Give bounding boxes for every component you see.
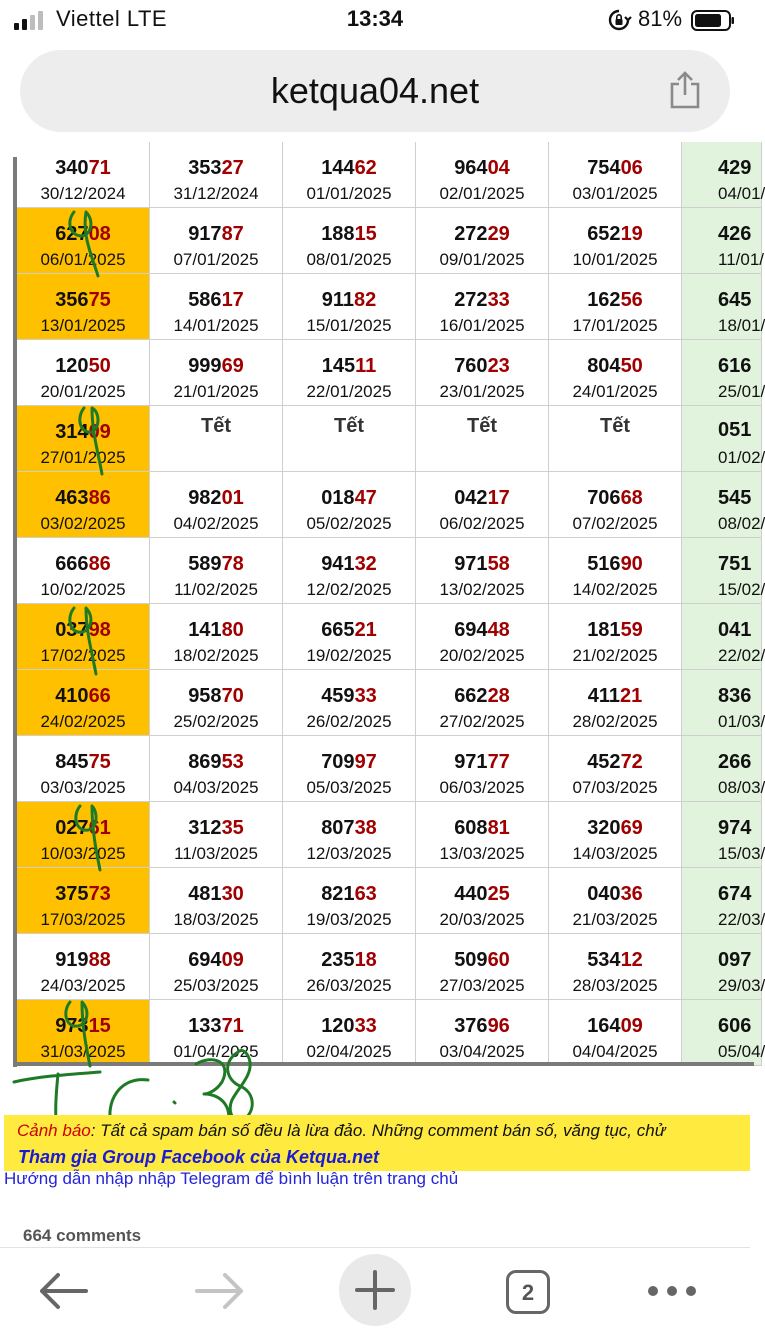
result-date: 14/01/2025	[173, 316, 259, 335]
result-date: 20/03/2025	[439, 910, 525, 929]
result-date: 04/03/2025	[173, 778, 259, 797]
result-cell	[416, 934, 549, 1000]
result-cell	[17, 802, 150, 868]
result-date: 06/01/2025	[40, 250, 126, 269]
result-date: 27/03/2025	[439, 976, 525, 995]
result-cell	[150, 670, 283, 736]
result-date: 05/04/	[718, 1042, 765, 1061]
result-cell	[150, 142, 283, 208]
result-date: 29/03/	[718, 976, 765, 995]
result-number: 65219	[587, 223, 643, 245]
result-date: 25/02/2025	[173, 712, 259, 731]
result-date: 14/03/2025	[572, 844, 658, 863]
result-cell	[283, 538, 416, 604]
result-number: 16256	[587, 289, 643, 311]
result-date: 02/01/2025	[439, 184, 525, 203]
back-arrow-icon	[28, 1248, 98, 1334]
result-cell	[17, 274, 150, 340]
result-number: 616	[718, 355, 752, 377]
result-date: 13/01/2025	[40, 316, 126, 335]
result-date: 11/01/	[718, 250, 765, 269]
result-number: 98201	[188, 487, 244, 509]
result-cell	[17, 472, 150, 538]
result-cell	[682, 868, 765, 934]
result-cell	[17, 340, 150, 406]
result-number: 70668	[587, 487, 643, 509]
result-cell	[283, 208, 416, 274]
result-date: 28/02/2025	[572, 712, 658, 731]
result-cell	[283, 670, 416, 736]
holiday-label: Tết	[334, 415, 364, 437]
result-number: 836	[718, 685, 752, 707]
result-number: 051	[718, 419, 752, 441]
result-date: 15/02/	[718, 580, 765, 599]
result-date: 11/03/2025	[174, 844, 258, 863]
result-date: 08/03/	[718, 778, 765, 797]
result-number: 41066	[55, 685, 111, 707]
result-number: 53412	[587, 949, 643, 971]
result-number: 97315	[55, 1015, 111, 1037]
result-date: 08/02/	[718, 514, 765, 533]
result-date: 10/01/2025	[572, 250, 658, 269]
warning-text	[17, 1121, 665, 1141]
result-cell	[682, 670, 765, 736]
tabs-icon: 2	[506, 1270, 550, 1314]
result-cell	[549, 274, 682, 340]
result-date: 03/03/2025	[40, 778, 126, 797]
result-date: 17/01/2025	[572, 316, 658, 335]
result-date: 28/03/2025	[572, 976, 658, 995]
result-cell	[17, 604, 150, 670]
result-date: 01/04/2025	[173, 1042, 259, 1061]
result-date: 02/04/2025	[306, 1042, 392, 1061]
result-number: 80738	[321, 817, 377, 839]
result-cell	[682, 802, 765, 868]
more-icon	[640, 1248, 710, 1334]
result-number: 44025	[454, 883, 510, 905]
result-date: 05/03/2025	[306, 778, 392, 797]
result-number: 69409	[188, 949, 244, 971]
result-cell	[416, 208, 549, 274]
result-date: 23/01/2025	[439, 382, 525, 401]
result-number: 91787	[188, 223, 244, 245]
result-cell	[150, 736, 283, 802]
result-cell	[150, 406, 283, 472]
result-number: 645	[718, 289, 752, 311]
result-date: 04/02/2025	[173, 514, 259, 533]
result-date: 10/03/2025	[40, 844, 126, 863]
result-date: 13/03/2025	[439, 844, 525, 863]
result-number: 097	[718, 949, 752, 971]
forward-arrow-icon	[185, 1248, 255, 1334]
result-number: 27233	[454, 289, 510, 311]
result-number: 04217	[454, 487, 510, 509]
result-cell	[283, 868, 416, 934]
result-number: 51690	[587, 553, 643, 575]
result-cell	[549, 802, 682, 868]
result-number: 32069	[587, 817, 643, 839]
result-date: 25/03/2025	[173, 976, 259, 995]
result-cell	[682, 472, 765, 538]
warning-message: : Tất cả spam bán số đều là lừa đảo. Những comment bán số, văng tục, chử	[90, 1121, 666, 1140]
result-cell	[283, 604, 416, 670]
result-number: 60881	[454, 817, 510, 839]
result-cell	[549, 208, 682, 274]
result-number: 02761	[55, 817, 111, 839]
result-number: 97177	[454, 751, 510, 773]
result-number: 70997	[321, 751, 377, 773]
result-number: 58617	[188, 289, 244, 311]
result-number: 18159	[587, 619, 643, 641]
result-number: 426	[718, 223, 752, 245]
result-cell	[416, 604, 549, 670]
result-date: 20/01/2025	[40, 382, 126, 401]
result-date: 14/02/2025	[572, 580, 658, 599]
result-number: 96404	[454, 157, 510, 179]
result-date: 05/02/2025	[306, 514, 392, 533]
result-number: 12033	[321, 1015, 377, 1037]
result-cell	[150, 274, 283, 340]
result-cell	[416, 340, 549, 406]
result-cell	[283, 802, 416, 868]
result-date: 19/02/2025	[306, 646, 392, 665]
result-cell	[17, 670, 150, 736]
result-number: 429	[718, 157, 752, 179]
result-date: 06/02/2025	[439, 514, 525, 533]
result-date: 07/03/2025	[572, 778, 658, 797]
comments-count[interactable]: 664 comments	[23, 1226, 142, 1245]
result-date: 21/01/2025	[173, 382, 259, 401]
result-date: 18/01/	[718, 316, 765, 335]
result-number: 35327	[188, 157, 244, 179]
browser-toolbar	[0, 1247, 750, 1334]
result-number: 37696	[454, 1015, 510, 1037]
result-cell	[150, 604, 283, 670]
result-date: 25/01/	[718, 382, 765, 401]
result-number: 674	[718, 883, 752, 905]
result-number: 97158	[454, 553, 510, 575]
result-cell	[549, 406, 682, 472]
result-date: 24/01/2025	[572, 382, 658, 401]
result-number: 04036	[587, 883, 643, 905]
result-cell	[416, 538, 549, 604]
result-number: 58978	[188, 553, 244, 575]
result-date: 07/02/2025	[572, 514, 658, 533]
result-cell	[283, 340, 416, 406]
forward-button[interactable]	[185, 1248, 255, 1334]
holiday-label: Tết	[600, 415, 630, 437]
result-cell	[17, 1000, 150, 1066]
result-cell	[17, 208, 150, 274]
result-date: 24/02/2025	[40, 712, 126, 731]
result-cell	[549, 604, 682, 670]
result-cell	[549, 934, 682, 1000]
result-cell	[283, 274, 416, 340]
result-cell	[150, 538, 283, 604]
result-number: 45933	[321, 685, 377, 707]
result-number: 12050	[55, 355, 111, 377]
result-number: 48130	[188, 883, 244, 905]
result-date: 26/03/2025	[306, 976, 392, 995]
result-date: 06/03/2025	[439, 778, 525, 797]
tabs-button[interactable]	[496, 1248, 566, 1334]
status-time: 13:34	[346, 6, 404, 31]
result-date: 21/02/2025	[572, 646, 658, 665]
result-cell	[150, 868, 283, 934]
result-cell	[682, 274, 765, 340]
result-number: 91182	[321, 289, 377, 311]
result-cell	[416, 142, 549, 208]
result-cell	[150, 934, 283, 1000]
result-date: 01/03/	[718, 712, 765, 731]
result-date: 16/01/2025	[439, 316, 525, 335]
result-date: 17/03/2025	[40, 910, 126, 929]
result-number: 14180	[188, 619, 244, 641]
result-date: 01/01/2025	[306, 184, 392, 203]
result-number: 45272	[587, 751, 643, 773]
result-cell	[283, 1000, 416, 1066]
result-number: 50960	[454, 949, 510, 971]
result-number: 974	[718, 817, 752, 839]
result-date: 31/03/2025	[40, 1042, 126, 1061]
result-number: 606	[718, 1015, 752, 1037]
result-cell	[549, 868, 682, 934]
back-button[interactable]	[28, 1248, 98, 1334]
result-number: 16409	[587, 1015, 643, 1037]
result-date: 18/03/2025	[173, 910, 259, 929]
result-number: 545	[718, 487, 752, 509]
result-cell	[416, 274, 549, 340]
result-cell	[682, 142, 765, 208]
result-number: 751	[718, 553, 752, 575]
status-bar	[0, 0, 750, 42]
result-number: 01847	[321, 487, 377, 509]
result-cell	[549, 670, 682, 736]
result-cell	[682, 934, 765, 1000]
result-number: 266	[718, 751, 752, 773]
result-cell	[17, 736, 150, 802]
result-date: 22/01/2025	[306, 382, 392, 401]
result-cell	[17, 142, 150, 208]
result-cell	[416, 406, 549, 472]
result-cell	[17, 868, 150, 934]
new-tab-button[interactable]	[339, 1248, 411, 1334]
result-number: 66686	[55, 553, 111, 575]
result-cell	[682, 538, 765, 604]
result-cell	[682, 406, 765, 472]
rotation-lock-icon	[608, 9, 630, 31]
result-cell	[549, 1000, 682, 1066]
result-cell	[150, 340, 283, 406]
result-date: 30/12/2024	[40, 184, 126, 203]
result-date: 03/04/2025	[439, 1042, 525, 1061]
result-date: 04/01/	[718, 184, 765, 203]
result-number: 91988	[55, 949, 111, 971]
result-date: 22/02/	[718, 646, 765, 665]
result-cell	[682, 208, 765, 274]
result-number: 66228	[454, 685, 510, 707]
carrier-label: Viettel LTE	[56, 6, 168, 31]
result-cell	[283, 736, 416, 802]
result-date: 19/03/2025	[306, 910, 392, 929]
result-date: 27/02/2025	[439, 712, 525, 731]
result-number: 94132	[321, 553, 377, 575]
result-cell	[682, 1000, 765, 1066]
result-number: 34071	[55, 157, 111, 179]
result-number: 18815	[321, 223, 377, 245]
result-number: 14462	[321, 157, 377, 179]
holiday-label: Tết	[467, 415, 497, 437]
facebook-group-link[interactable]: Tham gia Group Facebook của Ketqua.net	[18, 1147, 380, 1167]
result-date: 03/02/2025	[40, 514, 126, 533]
result-cell	[416, 736, 549, 802]
result-date: 04/04/2025	[572, 1042, 658, 1061]
result-number: 82163	[321, 883, 377, 905]
result-cell	[283, 406, 416, 472]
result-cell	[283, 142, 416, 208]
result-date: 24/03/2025	[40, 976, 126, 995]
result-date: 18/02/2025	[173, 646, 259, 665]
result-date: 12/02/2025	[306, 580, 392, 599]
result-date: 12/03/2025	[306, 844, 392, 863]
result-date: 15/01/2025	[306, 316, 392, 335]
result-number: 69448	[454, 619, 510, 641]
result-cell	[549, 340, 682, 406]
holiday-label: Tết	[201, 415, 231, 437]
result-date: 31/12/2024	[173, 184, 259, 203]
more-button[interactable]	[640, 1248, 710, 1334]
result-date: 01/02/	[718, 448, 765, 467]
result-number: 13371	[188, 1015, 244, 1037]
result-date: 20/02/2025	[439, 646, 525, 665]
result-cell	[17, 406, 150, 472]
result-number: 23518	[321, 949, 377, 971]
result-date: 26/02/2025	[306, 712, 392, 731]
result-date: 11/02/2025	[174, 580, 258, 599]
telegram-guide-link[interactable]: Hướng dẫn nhập nhập Telegram để bình luận trên trang chủ	[4, 1169, 459, 1188]
battery-icon	[691, 10, 735, 31]
result-cell	[283, 934, 416, 1000]
battery-percent: 81%	[638, 6, 683, 31]
result-number: 31235	[188, 817, 244, 839]
url-text[interactable]: ketqua04.net	[270, 70, 480, 111]
result-cell	[682, 340, 765, 406]
result-date: 17/02/2025	[40, 646, 126, 665]
result-number: 14511	[321, 355, 377, 377]
result-cell	[682, 604, 765, 670]
result-date: 09/01/2025	[439, 250, 525, 269]
result-cell	[416, 1000, 549, 1066]
result-cell	[283, 472, 416, 538]
spam-warning-banner	[4, 1115, 750, 1171]
plus-icon	[339, 1248, 411, 1334]
result-number: 41121	[587, 685, 643, 707]
result-number: 03798	[55, 619, 111, 641]
result-number: 46386	[55, 487, 111, 509]
result-number: 99969	[188, 355, 244, 377]
result-number: 35675	[55, 289, 111, 311]
result-number: 80450	[587, 355, 643, 377]
result-number: 76023	[454, 355, 510, 377]
result-number: 66521	[321, 619, 377, 641]
results-table	[13, 157, 765, 1067]
result-number: 86953	[188, 751, 244, 773]
result-cell	[682, 736, 765, 802]
result-date: 21/03/2025	[572, 910, 658, 929]
result-cell	[549, 142, 682, 208]
result-number: 84575	[55, 751, 111, 773]
result-cell	[416, 670, 549, 736]
warning-label: Cảnh báo	[17, 1121, 91, 1140]
result-cell	[549, 736, 682, 802]
result-number: 75406	[587, 157, 643, 179]
result-cell	[549, 538, 682, 604]
result-cell	[150, 208, 283, 274]
result-date: 08/01/2025	[306, 250, 392, 269]
result-number: 95870	[188, 685, 244, 707]
result-cell	[416, 472, 549, 538]
result-cell	[150, 1000, 283, 1066]
result-cell	[150, 472, 283, 538]
result-date: 10/02/2025	[40, 580, 126, 599]
result-cell	[416, 868, 549, 934]
result-date: 27/01/2025	[40, 448, 126, 467]
result-cell	[549, 472, 682, 538]
result-date: 03/01/2025	[572, 184, 658, 203]
result-cell	[17, 538, 150, 604]
result-number: 041	[718, 619, 752, 641]
result-number: 62708	[55, 223, 111, 245]
result-cell	[17, 934, 150, 1000]
result-date: 15/03/	[718, 844, 765, 863]
result-number: 27229	[454, 223, 510, 245]
result-date: 07/01/2025	[173, 250, 259, 269]
result-date: 13/02/2025	[439, 580, 525, 599]
result-date: 22/03/	[718, 910, 765, 929]
result-number: 31409	[55, 421, 111, 443]
share-icon[interactable]	[666, 70, 704, 110]
result-number: 37573	[55, 883, 111, 905]
result-cell	[416, 802, 549, 868]
result-cell	[150, 802, 283, 868]
address-bar[interactable]	[20, 50, 730, 132]
